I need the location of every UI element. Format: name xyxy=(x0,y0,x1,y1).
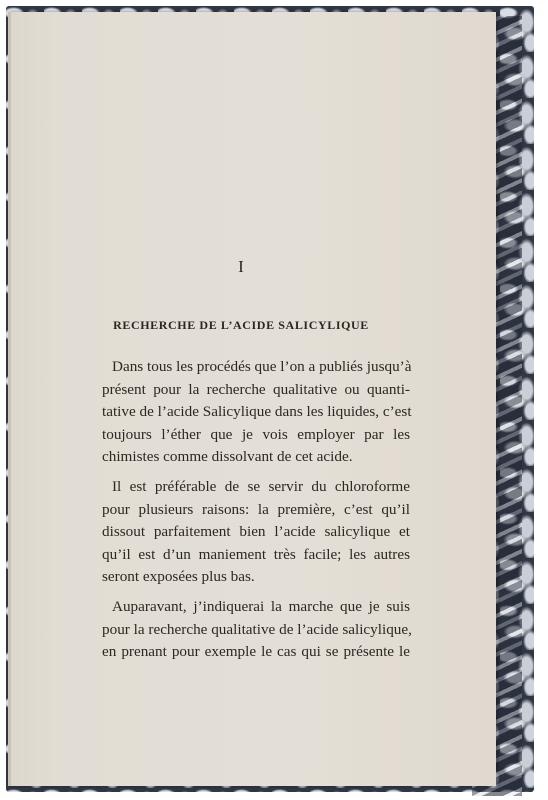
paragraph-3 xyxy=(92,596,410,664)
paragraph-2 xyxy=(92,476,410,589)
chapter-numeral: I xyxy=(238,257,244,276)
text-line: toujours l’éther que je vois employer par les xyxy=(102,425,410,443)
text-line: qu’il est d’un maniement très facile; les autres xyxy=(102,545,410,563)
text-line: Il est préférable de se servir du chloroforme xyxy=(112,477,410,495)
text-line: en prenant pour exemple le cas qui se présente le xyxy=(102,643,410,661)
page-gutter-edge xyxy=(8,12,11,786)
text-line: Auparavant, j’indiquerai la marche que je suis xyxy=(112,597,410,615)
text-line: chimistes comme dissolvant de cet acide. xyxy=(102,448,353,466)
book-page xyxy=(8,12,496,786)
text-line: pour la recherche qualitative de l’acide salicylique, xyxy=(102,620,412,638)
text-line: présent pour la recherche qualitative ou quanti- xyxy=(102,380,410,398)
text-line: dissout parfaitement bien l’acide salicylique et xyxy=(102,523,410,541)
text-line: Dans tous les procédés que l’on a publiés jusqu’à xyxy=(112,358,412,375)
text-line: seront exposées plus bas. xyxy=(102,568,255,586)
text-line: pour plusieurs raisons: la première, c’est qu’il xyxy=(102,500,410,518)
paragraph-1 xyxy=(92,356,410,469)
section-heading: RECHERCHE DE L’ACIDE SALICYLIQUE xyxy=(113,318,369,332)
text-line: tative de l’acide Salicylique dans les liquides, c’est xyxy=(102,403,412,421)
body-text xyxy=(92,356,410,671)
